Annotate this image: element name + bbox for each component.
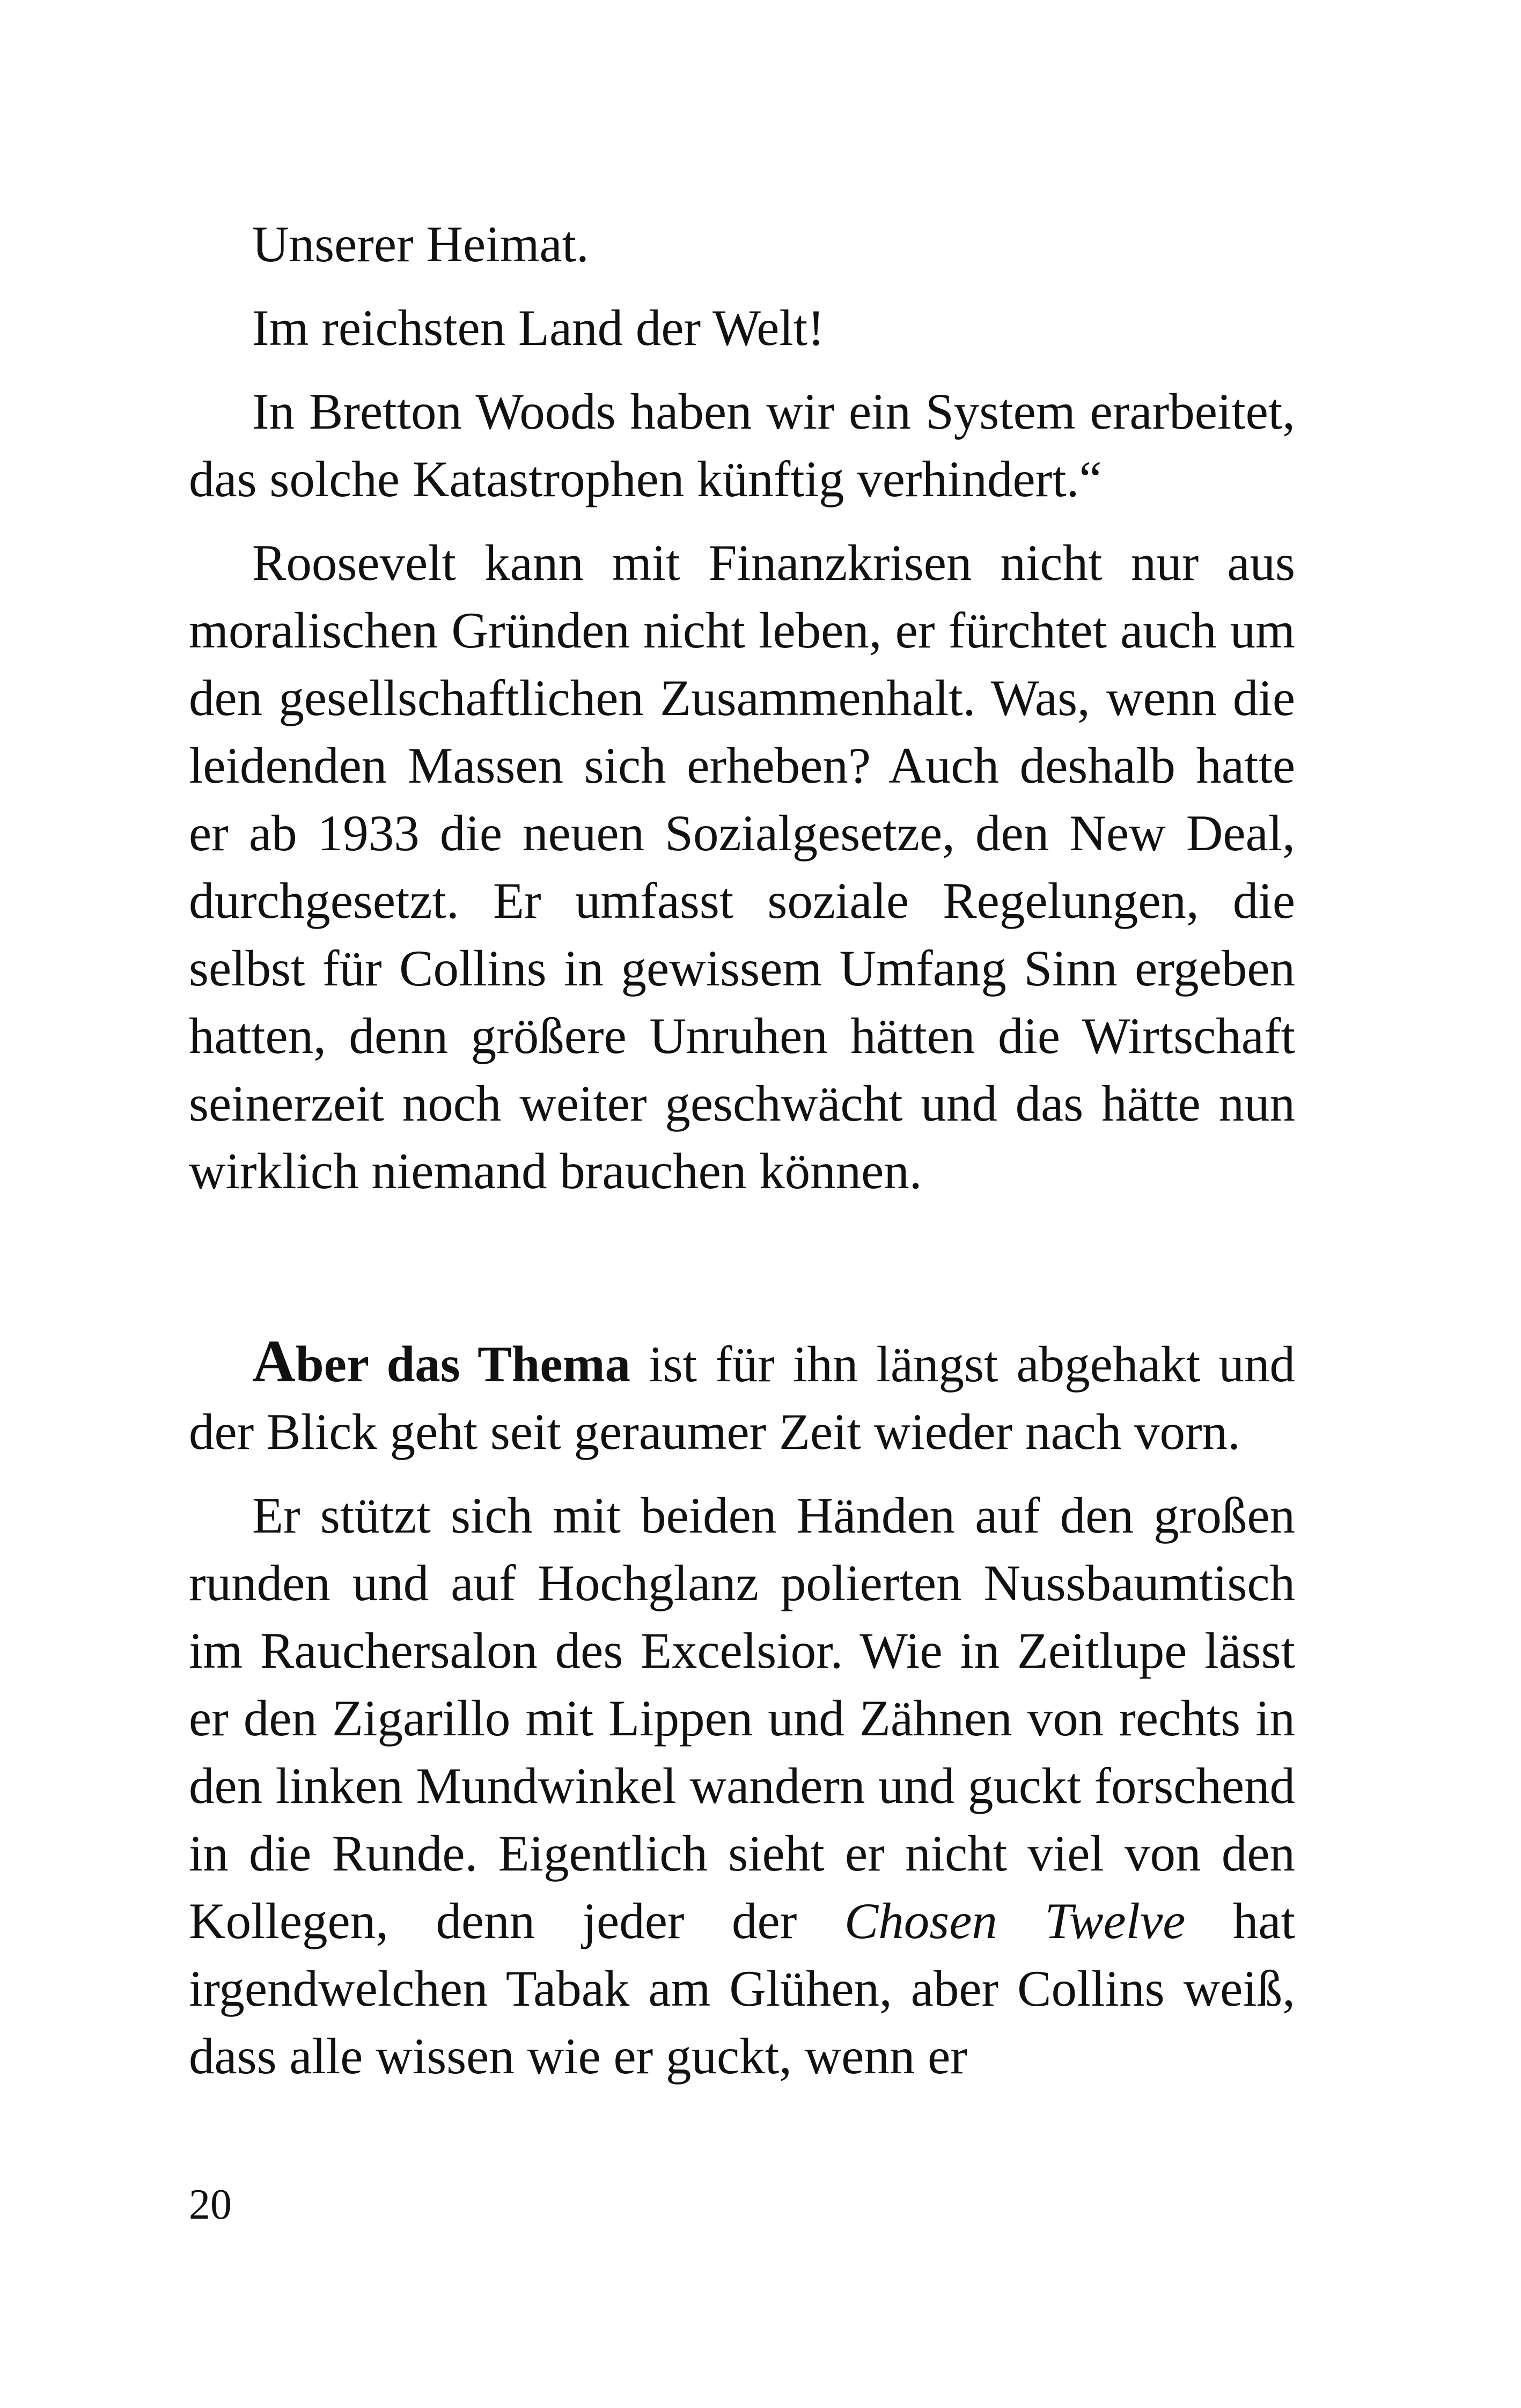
paragraph-roosevelt: Roosevelt kann mit Finanzkrisen nicht nur aus moralischen Gründen nicht leben, er fürchtet auch um den gesellschaftlichen Zusammenhalt. Was, wenn die leidenden Massen sich erheben? Auch deshalb hatte er ab 1933 die neuen Sozialgesetze, den New Deal, durchgesetzt. Er umfasst soziale Regelungen, die selbst für Collins in gewissem Umfang Sinn ergeben hatten, denn größere Unruhen hätten die Wirtschaft seinerzeit noch weiter geschwächt und das hätte nun wirklich niemand brauchen können. (189, 534, 1295, 1199)
paragraph-nussbaumtisch-part-a: Er stützt sich mit beiden Händen auf den großen runden und auf Hochglanz polierten Nussbaumtisch im Rauchersalon des Excelsior. Wie in Zeitlupe lässt er den Zigarillo mit Lippen und Zähnen von rechts in den linken Mundwinkel wandern und guckt forschend in die Runde. Eigentlich sieht er nicht viel von den Kollegen, denn jeder der (189, 1487, 1295, 1949)
paragraph-bretton-woods: In Bretton Woods haben wir ein System erarbeitet, das solche Katastrophen künftig verhindert.“ (189, 383, 1295, 507)
chosen-twelve-italic: Chosen Twelve (844, 1892, 1186, 1949)
section-lead-in (252, 1328, 631, 1395)
paragraph-nussbaumtisch (189, 1482, 1295, 2090)
paragraph-aber-das-thema (189, 1328, 1295, 1466)
paragraph-nussbaumtisch-part-b: hat irgendwelchen Tabak am Glühen, aber Collins weiß, dass alle wissen wie er guckt, wenn er (189, 1892, 1295, 2085)
text-section-top (189, 210, 1295, 1221)
paragraph-reichstes-land: Im reichsten Land der Welt! (252, 299, 825, 356)
text-section-bottom (189, 1328, 1295, 2106)
lead-in-words: ber das Thema (295, 1336, 631, 1393)
paragraph-aber-das-thema-rest: ist für ihn längst abgehakt und der Blick geht seit geraumer Zeit wieder nach vorn. (189, 1336, 1295, 1460)
page-number: 20 (189, 2181, 232, 2228)
lead-in-initial: A (252, 1328, 296, 1395)
paragraph-heimat: Unserer Heimat. (252, 216, 589, 273)
